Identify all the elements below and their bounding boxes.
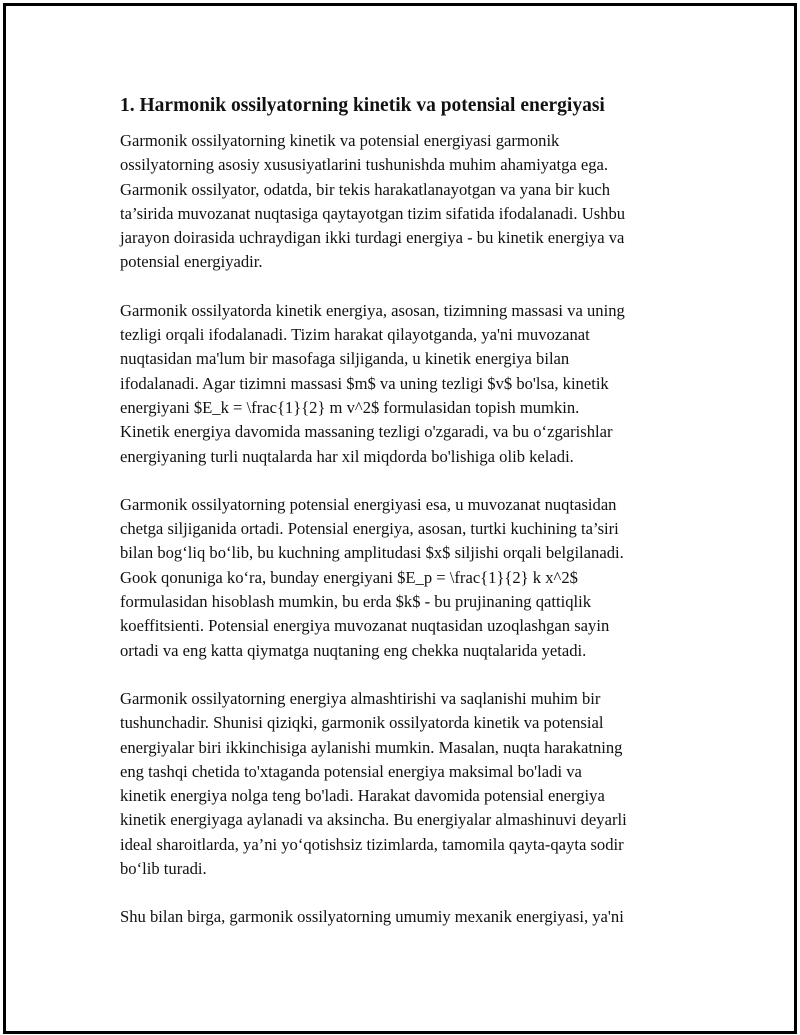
- text-line: bo‘lib turadi.: [120, 859, 207, 879]
- text-line: potensial energiyadir.: [120, 252, 263, 272]
- text-line: energiyaning turli nuqtalarda har xil miqdorda bo'lishiga olib keladi.: [120, 446, 574, 466]
- document-body: [120, 94, 692, 954]
- text-line: ifodalanadi. Agar tizimni massasi $m$ va uning tezligi $v$ bo'lsa, kinetik: [120, 373, 609, 393]
- text-line: Garmonik ossilyatorning potensial energiyasi esa, u muvozanat nuqtasidan: [120, 494, 617, 514]
- text-line: ossilyatorning asosiy xususiyatlarini tushunishda muhim ahamiyatga ega.: [120, 155, 609, 175]
- text-line: tushunchadir. Shunisi qiziqki, garmonik ossilyatorda kinetik va potensial: [120, 713, 604, 733]
- page-frame: [3, 3, 797, 1034]
- text-line: ortadi va eng katta qiymatga nuqtaning eng chekka nuqtalarida yetadi.: [120, 640, 587, 660]
- text-line: ta’sirida muvozanat nuqtasiga qaytayotgan tizim sifatida ifodalanadi. Ushbu: [120, 203, 626, 223]
- text-line: jarayon doirasida uchraydigan ikki turdagi energiya - bu kinetik energiya va: [120, 228, 625, 248]
- text-line: kinetik energiya nolga teng bo'ladi. Harakat davomida potensial energiya: [120, 786, 605, 806]
- text-line: formulasidan hisoblash mumkin, bu erda $k$ - bu prujinaning qattiqlik: [120, 592, 592, 612]
- text-line: Garmonik ossilyatorda kinetik energiya, asosan, tizimning massasi va uning: [120, 300, 625, 320]
- body-paragraph: [120, 129, 692, 275]
- text-line: Shu bilan birga, garmonik ossilyatorning umumiy mexanik energiyasi, ya'ni: [120, 907, 624, 927]
- text-line: Gook qonuniga ko‘ra, bunday energiyani $E_p = \frac{1}{2} k x^2$: [120, 567, 578, 587]
- section-heading: 1. Harmonik ossilyatorning kinetik va potensial energiyasi: [120, 95, 605, 116]
- text-line: Garmonik ossilyator, odatda, bir tekis harakatlanayotgan va yana bir kuch: [120, 179, 611, 199]
- text-line: energiyani $E_k = \frac{1}{2} m v^2$ formulasidan topish mumkin.: [120, 397, 580, 417]
- text-line: koeffitsienti. Potensial energiya muvozanat nuqtasidan uzoqlashgan sayin: [120, 616, 610, 636]
- text-line: Garmonik ossilyatorning kinetik va potensial energiyasi garmonik: [120, 131, 560, 150]
- text-line: eng tashqi chetida to'xtaganda potensial energiya maksimal bo'ladi va: [120, 761, 582, 781]
- text-line: energiyalar biri ikkinchisiga aylanishi mumkin. Masalan, nuqta harakatning: [120, 737, 623, 757]
- text-line: tezligi orqali ifodalanadi. Tizim harakat qilayotganda, ya'ni muvozanat: [120, 325, 590, 345]
- text-line: nuqtasidan ma'lum bir masofaga siljiganda, u kinetik energiya bilan: [120, 349, 570, 369]
- text-line: Garmonik ossilyatorning energiya almashtirishi va saqlanishi muhim bir: [120, 688, 601, 708]
- body-paragraph: [120, 687, 692, 881]
- text-line: bilan bog‘liq bo‘lib, bu kuchning amplitudasi $x$ siljishi orqali belgilanadi.: [120, 543, 624, 563]
- body-paragraph: [120, 299, 692, 469]
- text-line: kinetik energiyaga aylanadi va aksincha. Bu energiyalar almashinuvi deyarli: [120, 810, 627, 830]
- text-line: Kinetik energiya davomida massaning tezligi o'zgaradi, va bu o‘zgarishlar: [120, 422, 613, 442]
- body-paragraph: [120, 493, 692, 663]
- text-line: chetga siljiganida ortadi. Potensial energiya, asosan, turtki kuchining ta’siri: [120, 519, 619, 539]
- text-line: ideal sharoitlarda, ya’ni yo‘qotishsiz tizimlarda, tamomila qayta-qayta sodir: [120, 834, 624, 854]
- body-paragraph: [120, 905, 692, 929]
- paragraph-container: [120, 129, 692, 930]
